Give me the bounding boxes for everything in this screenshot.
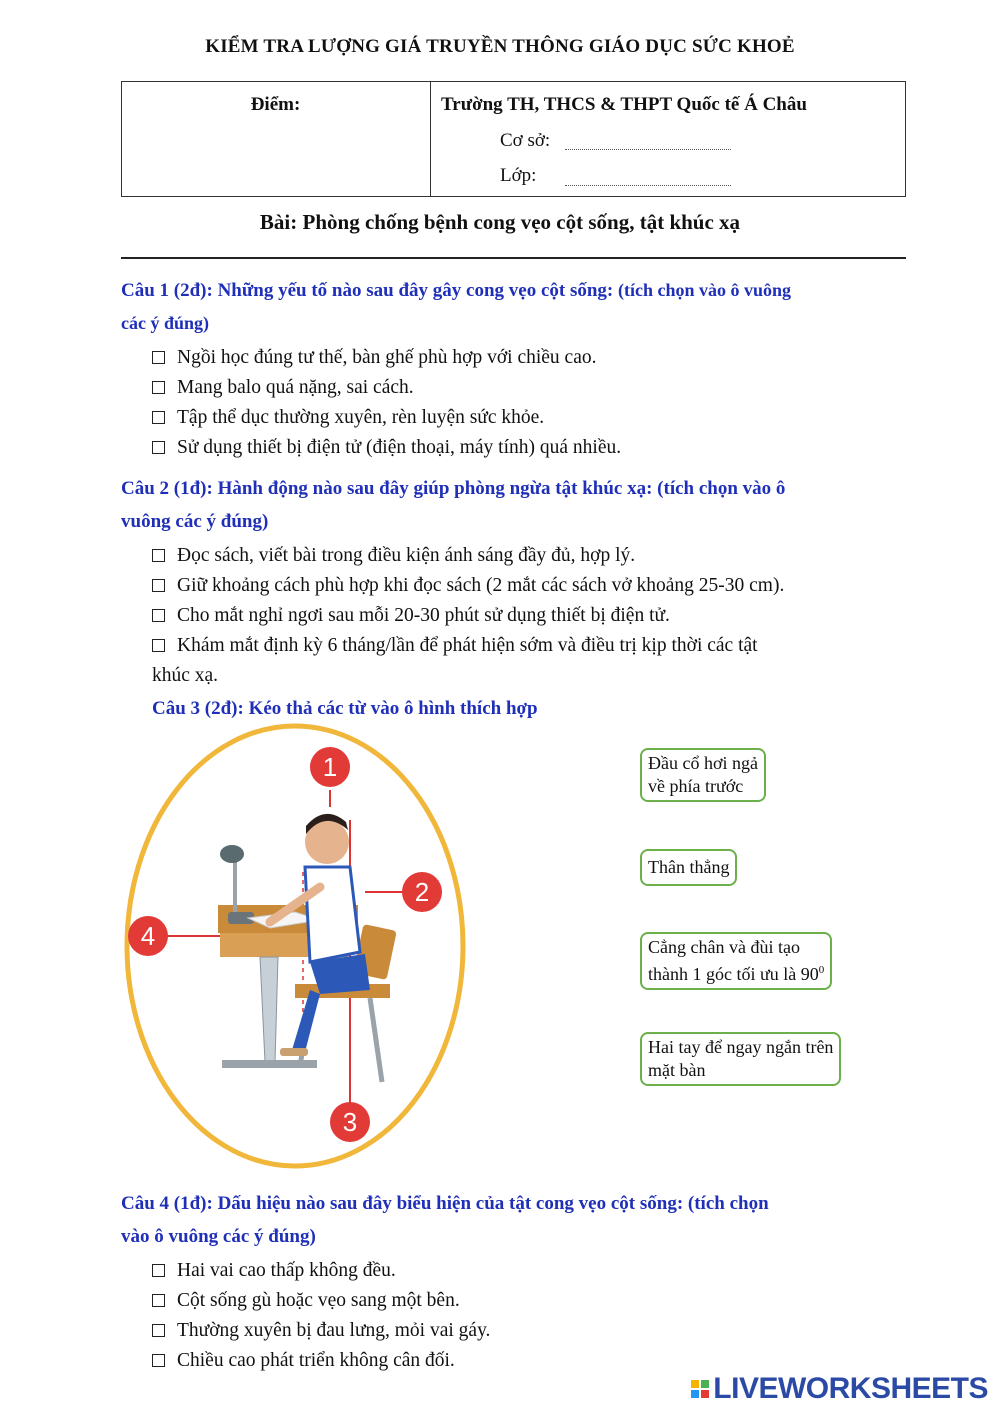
campus-label: Cơ sở: (500, 130, 551, 151)
q2-option-4-cont: khúc xạ. (152, 665, 219, 686)
checkbox[interactable] (152, 549, 165, 562)
q2-option-2[interactable]: Giữ khoảng cách phù hợp khi đọc sách (2 mắt các sách vở khoảng 25-30 cm). (152, 571, 784, 601)
checkbox[interactable] (152, 1324, 165, 1337)
checkbox[interactable] (152, 1294, 165, 1307)
lamp-head (220, 845, 244, 863)
class-label: Lớp: (500, 165, 537, 186)
divider (121, 257, 906, 259)
q2-title: Câu 2 (1đ): Hành động nào sau đây giúp phòng ngừa tật khúc xạ: (tích chọn vào ô (121, 478, 786, 499)
checkbox[interactable] (152, 411, 165, 424)
drag-item-legs[interactable]: Cẳng chân và đùi tạo thành 1 góc tối ưu là $90^0$ (640, 932, 832, 990)
q1-title: Câu 1 (2đ): Những yếu tố nào sau đây gây cong vẹo cột sống: (tích chọn vào ô vuông (121, 280, 792, 301)
logo-icon (691, 1380, 709, 1398)
q4-options (152, 1256, 490, 1376)
drag-item-arms[interactable]: Hai tay để ngay ngắn trên mặt bàn (640, 1032, 841, 1086)
marker-2-label: 2 (414, 877, 430, 907)
q1-title-cont: các ý đúng) (121, 313, 210, 333)
marker-3-label: 3 (342, 1107, 358, 1137)
q2-option-1[interactable]: Đọc sách, viết bài trong điều kiện ánh sáng đầy đủ, hợp lý. (152, 541, 784, 571)
q4-option-4[interactable]: Chiều cao phát triển không cân đối. (152, 1346, 490, 1376)
checkbox[interactable] (152, 441, 165, 454)
q4-option-1[interactable]: Hai vai cao thấp không đều. (152, 1256, 490, 1286)
q2-option-3[interactable]: Cho mắt nghỉ ngơi sau mỗi 20-30 phút sử dụng thiết bị điện tử. (152, 601, 784, 631)
marker-1-label: 1 (322, 752, 338, 782)
checkbox[interactable] (152, 609, 165, 622)
liveworksheets-logo: LIVEWORKSHEETS (691, 1372, 988, 1406)
checkbox[interactable] (152, 351, 165, 364)
drag-item-head[interactable]: Đầu cổ hơi ngả về phía trước (640, 748, 766, 802)
q1-options (152, 343, 621, 463)
q4-option-3[interactable]: Thường xuyên bị đau lưng, mỏi vai gáy. (152, 1316, 490, 1346)
child-foot (280, 1048, 308, 1056)
checkbox[interactable] (152, 1264, 165, 1277)
q4-title-cont: vào ô vuông các ý đúng) (121, 1226, 316, 1247)
checkbox[interactable] (152, 639, 165, 652)
marker-4-label: 4 (140, 921, 156, 951)
q4-option-2[interactable]: Cột sống gù hoặc vẹo sang một bên. (152, 1286, 490, 1316)
class-input[interactable] (565, 184, 731, 186)
q1-option-2[interactable]: Mang balo quá nặng, sai cách. (152, 373, 621, 403)
page-title: KIỂM TRA LƯỢNG GIÁ TRUYỀN THÔNG GIÁO DỤC SỨC KHOẺ (205, 36, 795, 57)
q2-options (152, 541, 784, 691)
q4-title: Câu 4 (1đ): Dấu hiệu nào sau đây biểu hiện của tật cong vẹo cột sống: (tích chọn (121, 1193, 769, 1214)
header-divider (430, 81, 431, 197)
chair-leg (370, 998, 382, 1082)
score-label: Điểm: (250, 94, 301, 115)
lesson-title: Bài: Phòng chống bệnh cong vẹo cột sống, tật khúc xạ (259, 210, 741, 234)
q1-option-3[interactable]: Tập thể dục thường xuyên, rèn luyện sức khỏe. (152, 403, 621, 433)
q2-option-4[interactable]: Khám mắt định kỳ 6 tháng/lần để phát hiện sớm và điều trị kịp thời các tật (152, 631, 784, 661)
child-leg (292, 990, 320, 1052)
campus-input[interactable] (565, 148, 731, 150)
posture-illustration (120, 722, 470, 1174)
checkbox[interactable] (152, 1354, 165, 1367)
desk-leg (260, 957, 278, 1062)
q3-title: Câu 3 (2đ): Kéo thả các từ vào ô hình thích hợp (152, 698, 538, 719)
child-shirt (305, 867, 360, 962)
q1-option-4[interactable]: Sử dụng thiết bị điện tử (điện thoại, máy tính) quá nhiều. (152, 433, 621, 463)
q2-title-cont: vuông các ý đúng) (121, 511, 269, 532)
q1-option-1[interactable]: Ngồi học đúng tư thế, bàn ghế phù hợp với chiều cao. (152, 343, 621, 373)
school-name: Trường TH, THCS & THPT Quốc tế Á Châu (441, 94, 807, 115)
checkbox[interactable] (152, 381, 165, 394)
drag-item-torso[interactable]: Thân thẳng (640, 849, 737, 886)
checkbox[interactable] (152, 579, 165, 592)
